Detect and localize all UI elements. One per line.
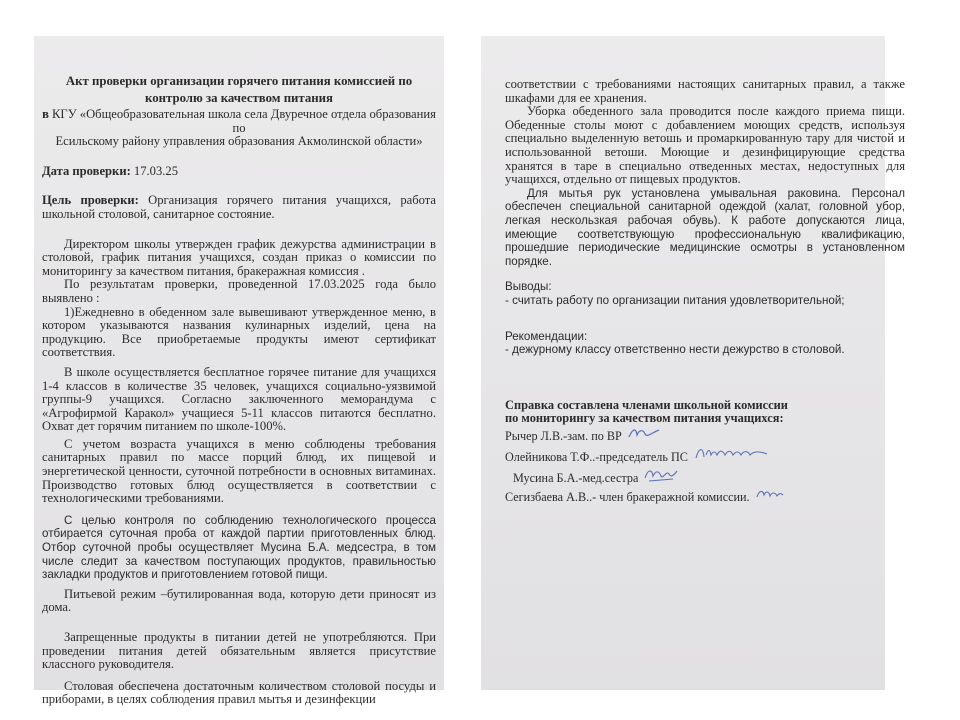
act-title-line-1: Акт проверки организации горячего питания комиссией по [65, 74, 413, 88]
act-title-line-2: контролю за качеством питания [145, 91, 333, 105]
inspection-goal-text: Организация горячего питания учащихся, работа школьной столовой, санитарное состояние. [42, 193, 437, 221]
signature-4-icon [755, 487, 785, 501]
signer-2-text: Олейникова Т.Ф..-председатель ПС [505, 449, 688, 464]
signer-3 [505, 466, 905, 487]
inspection-goal [42, 194, 436, 221]
paragraph-forbidden-products: Запрещенные продукты в питании детей не употребляются. При проведении питания детей обязательным является присутствие классного руководителя. [42, 630, 436, 672]
signatures-block [505, 399, 905, 506]
paragraph-drinking: Питьевой режим –бутилированная вода, которую дети приносят из дома. [42, 586, 436, 615]
signer-1 [505, 426, 905, 445]
signature-2-icon [693, 445, 771, 461]
paragraph-dishware: Столовая обеспечена достаточным количеством столовой посуды и приборами, в целях соблюдения правил мытья и дезинфекции [42, 678, 436, 707]
paragraph-daily-sample: С целью контроля по соблюдению технологического процесса отбирается суточная проба от каждой партии приготовленных блюд. Отбор суточной пробы осуществляет Мусина Б.А. медсестра, в том числе следит за качеством поступающих продуктов, правильностью закладки продуктов и приготовлением готовой пищи. [42, 513, 436, 582]
conclusion-item: - считать работу по организации питания удовлетворительной; [505, 293, 845, 307]
organization-line-2: Есильскому району управления образования Акмолинской области» [55, 134, 423, 149]
reference-line-2: по мониторингу за качеством питания учащихся: [505, 411, 784, 426]
paragraph-handwashing: Для мытья рук установлена умывальная раковина. Персонал обеспечен специальной санитарной одеждой (халат, головной убор, легкая нескользкая рабочая обувь). К работе допускаются лица, имеющие соответствующую профессиональную квалификацию, прошедшие периодические медицинские осмотры в установленном порядке. [505, 186, 905, 268]
reference-line-1: Справка составлена членами школьной комиссии [505, 397, 788, 412]
signature-3-icon [643, 466, 679, 482]
signature-1-icon [627, 426, 661, 440]
paragraph-continuation: соответствии с требованиями настоящих санитарных правил, а также шкафами для ее хранения. [505, 77, 905, 105]
inspection-date [42, 165, 436, 179]
paragraph-sanitary-norms: С учетом возраста учащихся в меню соблюдены требования санитарных правил по массе порций блюд, их пищевой и энергетической ценности, суточной потребности в основных витаминах. Производство готовых блюд осуществляется в соответствии с технологическими требованиями. [42, 436, 436, 506]
inspection-date-label: Дата проверки: [42, 163, 131, 178]
signer-2 [505, 445, 905, 466]
paragraph-results-intro: По результатам проверки, проведенной 17.03.2025 года было выявлено : [42, 277, 436, 305]
organization-text-1: КГУ «Общеобразовательная школа села Двуречное отдела образования по [48, 107, 436, 135]
paragraph-cleaning: Уборка обеденного зала проводится после каждого приема пищи. Обеденные столы моют с добавлением моющих средств, используя специально выделенную ветошь и промаркированную тару для чистой и использованной ветоши. Моющие и дезинфицирующие средства хранятся в таре в специально отведенных местах, недоступных для учащихся, отдельно от пищевых продуктов. [505, 104, 905, 187]
organization-line-1 [42, 108, 436, 135]
signer-1-text: Рычер Л.В.-зам. по ВР [505, 428, 622, 443]
recommendation-item: - дежурному классу ответственно нести дежурство в столовой. [505, 343, 845, 357]
signer-4-text: Сегизбаева А.В..- член бракеражной комиссии. [505, 489, 750, 504]
inspection-date-value: 17.03.25 [130, 163, 178, 178]
conclusions-label: Выводы: [505, 280, 552, 294]
recommendations-label: Рекомендации: [505, 329, 588, 343]
paragraph-free-meals: В школе осуществляется бесплатное горячее питание для учащихся 1-4 классов в количестве 35 человек, учащихся социально-уязвимой группы-9 учащихся. Согласно заключенного меморандума с «Агрофирмой Каракол» учащиеся 5-11 классов питаются бесплатно. Охват дет горячим питанием по школе-100%. [42, 364, 436, 434]
signer-4 [505, 487, 905, 506]
document-page-left [34, 36, 444, 707]
inspection-goal-label: Цель проверки: [42, 193, 139, 208]
document-page-right [481, 36, 905, 690]
signer-3-text: Мусина Б.А.-мед.сестра [513, 470, 639, 485]
paragraph-schedule: Директором школы утвержден график дежурства администрации в столовой, график питания учащихся, создан приказ о комиссии по мониторингу за качеством питания, бракеражная комиссия . [42, 236, 436, 278]
organization-prefix: в [42, 107, 49, 121]
paragraph-menu: 1)Ежедневно в обеденном зале вывешивают утвержденное меню, в котором указываются названия кулинарных изделий, цена на продукцию. Все приобретаемые продукты имеют сертификат соответствия. [42, 304, 436, 360]
